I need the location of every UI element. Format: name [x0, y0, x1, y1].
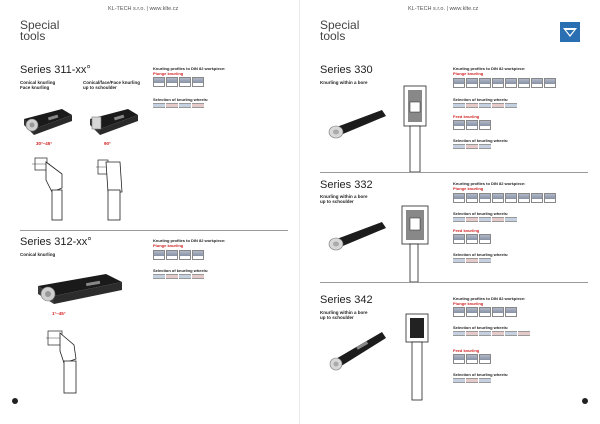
wheel-cell [166, 103, 178, 108]
wheel-cell [479, 144, 491, 149]
wheels-332-b [453, 258, 491, 263]
angle-311-a: 30°–45° [36, 141, 53, 146]
wheel-cell [453, 331, 465, 336]
profile-swatch [453, 120, 465, 130]
drawing-311-b [96, 152, 136, 222]
text-line: up to schoulder [83, 85, 117, 90]
page-circle-icon [582, 398, 588, 404]
wheels-311 [153, 103, 204, 108]
profile-swatch [505, 78, 517, 88]
series-311-text-a [20, 80, 55, 90]
profiles-heading-342: Knurling profiles to DIN 82 workpiece: [453, 296, 526, 301]
profile-swatch [518, 193, 530, 203]
series-330-title: Series 330 [320, 64, 373, 76]
tool-332-image [326, 220, 388, 252]
tool-311-a-image [22, 107, 74, 137]
knurl-type-312: Plunge knurling [153, 243, 184, 248]
profile-swatch [518, 78, 530, 88]
profile-swatch [192, 77, 204, 87]
knurl-type-330-b: Feed knurling [453, 114, 480, 119]
knurl-type-342-b: Feed knurling [453, 348, 480, 353]
profile-swatch [492, 193, 504, 203]
drawing-342 [398, 312, 434, 402]
knurl-type-330-a: Plunge knurling [453, 71, 484, 76]
page-title [20, 20, 59, 42]
wheel-cell [479, 331, 491, 336]
series-312-title: Series 312-xx° [20, 236, 92, 248]
wheels-heading-311: Selection of knurling wheels: [153, 97, 209, 102]
series-311-text-b [83, 80, 140, 90]
profile-swatch [479, 307, 491, 317]
profile-swatch [166, 77, 178, 87]
wheel-cell [192, 274, 204, 279]
right-page [300, 0, 600, 424]
profile-swatch [466, 193, 478, 203]
profiles-heading-311: Knurling profiles to DIN 82 workpiece: [153, 66, 226, 71]
profiles-heading-330: Knurling profiles to DIN 82 workpiece: [453, 66, 526, 71]
wheel-cell [466, 144, 478, 149]
drawing-332 [398, 198, 434, 284]
wheels-330-b [453, 144, 491, 149]
title-line-2: tools [320, 29, 346, 43]
wheel-cell [479, 103, 491, 108]
profile-swatch [466, 120, 478, 130]
tool-312-image [36, 272, 126, 312]
wheel-cell [453, 144, 465, 149]
profile-swatch [466, 307, 478, 317]
profile-swatch [479, 78, 491, 88]
text-line: Knurling within a bore [320, 80, 368, 85]
profile-swatch [179, 250, 191, 260]
page-title [320, 20, 359, 42]
series-332-text [320, 194, 368, 204]
profile-swatch [153, 77, 165, 87]
drawing-330 [398, 82, 434, 174]
profiles-heading-312: Knurling profiles to DIN 82 workpiece: [153, 238, 226, 243]
wheels-heading-332-a: Selection of knurling wheels: [453, 211, 509, 216]
wheel-cell [505, 217, 517, 222]
wheel-cell [466, 258, 478, 263]
text-line: Knurling within a bore [320, 194, 368, 199]
kl-tech-logo-icon [560, 22, 580, 42]
profile-swatches-342 [453, 307, 517, 317]
profile-swatch [466, 78, 478, 88]
wheel-cell [466, 103, 478, 108]
wheel-cell [153, 274, 165, 279]
text-line: Face knurling [20, 85, 50, 90]
wheel-cell [479, 217, 491, 222]
profile-swatch [479, 120, 491, 130]
section-divider [320, 282, 588, 283]
text-line: up to schoulder [320, 315, 354, 320]
wheels-342-b [453, 378, 491, 383]
knurl-type-311: Plunge knurling [153, 71, 184, 76]
wheels-342-a [453, 331, 530, 336]
wheels-heading-330-a: Selection of knurling wheels: [453, 97, 509, 102]
wheel-cell [479, 258, 491, 263]
profile-swatch [505, 193, 517, 203]
wheel-cell [466, 378, 478, 383]
wheel-cell [179, 274, 191, 279]
wheel-cell [466, 217, 478, 222]
tool-311-b-image [88, 107, 140, 137]
wheels-330-a [453, 103, 517, 108]
profile-swatches-342-b [453, 354, 491, 364]
profile-swatch [466, 354, 478, 364]
profile-swatch [192, 250, 204, 260]
profile-swatch [479, 354, 491, 364]
angle-312: 1°–45° [52, 311, 66, 316]
text-line: Conical/face/Face knurling [83, 80, 141, 85]
wheel-cell [492, 331, 504, 336]
wheel-cell [518, 331, 530, 336]
profile-swatch [531, 193, 543, 203]
profile-swatch [505, 307, 517, 317]
title-line-1: Special [320, 18, 360, 32]
knurl-type-332-a: Plunge knurling [453, 186, 484, 191]
profile-swatches-330 [453, 78, 556, 88]
wheels-312 [153, 274, 204, 279]
wheel-cell [453, 217, 465, 222]
profile-swatch [479, 234, 491, 244]
profile-swatch [453, 193, 465, 203]
profiles-heading-332: Knurling profiles to DIN 82 workpiece: [453, 181, 526, 186]
profile-swatch [544, 193, 556, 203]
profile-swatch [492, 78, 504, 88]
profile-swatch [153, 250, 165, 260]
knurl-type-332-b: Feed knurling [453, 228, 480, 233]
angle-311-b: 90° [104, 141, 111, 146]
section-divider [20, 230, 288, 231]
wheel-cell [166, 274, 178, 279]
profile-swatches-332 [453, 193, 556, 203]
profile-swatch [453, 354, 465, 364]
page-header: KL-TECH s.r.o. | www.klte.cz [108, 6, 179, 12]
wheel-cell [505, 103, 517, 108]
profile-swatches-312 [153, 250, 204, 260]
series-332-title: Series 332 [320, 179, 373, 191]
wheel-cell [505, 331, 517, 336]
profile-swatch [166, 250, 178, 260]
profile-swatch [492, 307, 504, 317]
knurl-type-342-a: Plunge knurling [453, 301, 484, 306]
wheel-cell [453, 258, 465, 263]
page-circle-icon [12, 398, 18, 404]
text-line: up to schoulder [320, 199, 354, 204]
profile-swatches-330-b [453, 120, 491, 130]
series-330-text [320, 80, 368, 85]
section-divider [320, 172, 588, 173]
profile-swatch [466, 234, 478, 244]
profile-swatch [179, 77, 191, 87]
wheels-heading-332-b: Selection of knurling wheels: [453, 252, 509, 257]
drawing-312 [46, 325, 86, 395]
wheels-heading-342-a: Selection of knurling wheels: [453, 325, 509, 330]
wheel-cell [479, 378, 491, 383]
profile-swatch [531, 78, 543, 88]
profile-swatches-311 [153, 77, 204, 87]
profile-swatch [453, 234, 465, 244]
text-line: Conical knurling [20, 252, 56, 257]
drawing-311-a [32, 152, 72, 222]
page-header: KL-TECH s.r.o. | www.klte.cz [408, 6, 479, 12]
wheel-cell [153, 103, 165, 108]
profile-swatch [544, 78, 556, 88]
wheel-cell [492, 217, 504, 222]
tool-342-image [326, 330, 388, 372]
wheels-heading-330-b: Selection of knurling wheels: [453, 138, 509, 143]
text-line: Conical knurling [20, 80, 56, 85]
wheel-cell [453, 103, 465, 108]
title-line-1: Special [20, 18, 60, 32]
series-312-text [20, 252, 55, 257]
profile-swatches-332-b [453, 234, 491, 244]
profile-swatch [453, 78, 465, 88]
profile-swatch [453, 307, 465, 317]
text-line: Knurling within a bore [320, 310, 368, 315]
title-line-2: tools [20, 29, 46, 43]
series-342-title: Series 342 [320, 294, 373, 306]
wheel-cell [453, 378, 465, 383]
tool-330-image [326, 108, 388, 140]
wheel-cell [466, 331, 478, 336]
wheel-cell [192, 103, 204, 108]
series-311-title: Series 311-xx° [20, 64, 91, 76]
wheels-heading-342-b: Selection of knurling wheels: [453, 372, 509, 377]
wheel-cell [179, 103, 191, 108]
wheels-heading-312: Selection of knurling wheels: [153, 268, 209, 273]
series-342-text [320, 310, 368, 320]
wheel-cell [492, 103, 504, 108]
profile-swatch [479, 193, 491, 203]
wheels-332-a [453, 217, 517, 222]
